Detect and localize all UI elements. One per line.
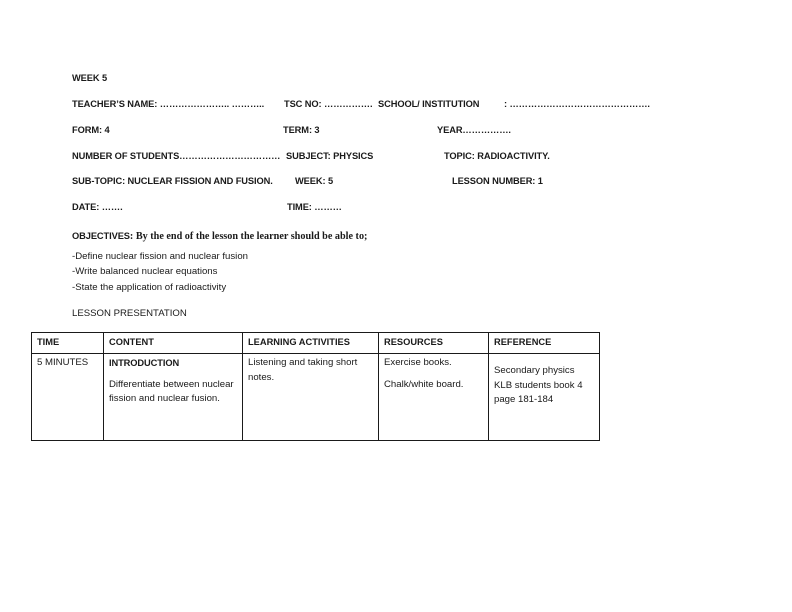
week-heading: WEEK 5 (72, 73, 108, 83)
year-field: YEAR……………. (437, 125, 511, 135)
cell-learning-activities: Listening and taking short notes. (243, 354, 379, 441)
sub-topic-field: SUB-TOPIC: NUCLEAR FISSION AND FUSION. (72, 176, 273, 186)
resource-item: Exercise books. (384, 357, 452, 368)
subject-field: SUBJECT: PHYSICS (286, 151, 374, 161)
school-label: SCHOOL/ INSTITUTION (378, 99, 480, 109)
cell-content (104, 354, 243, 441)
column-header-reference: REFERENCE (489, 333, 600, 354)
column-header-content: CONTENT (104, 333, 243, 354)
teacher-name-field: TEACHER’S NAME: ………………….. ……….. (72, 99, 265, 109)
number-of-students-field: NUMBER OF STUDENTS…………………………… (72, 151, 281, 161)
column-header-resources: RESOURCES (379, 333, 489, 354)
objective-item: -Define nuclear fission and nuclear fusion (72, 251, 248, 262)
content-body: Differentiate between nuclear fission and nuclear fusion. (109, 378, 234, 404)
lesson-presentation-heading: LESSON PRESENTATION (72, 308, 187, 319)
school-value: : ………………………………………. (504, 99, 650, 109)
objectives-heading (72, 226, 367, 244)
content-heading: INTRODUCTION (109, 358, 180, 368)
objectives-intro: : By the end of the lesson the learner should be able to; (129, 231, 368, 242)
topic-field: TOPIC: RADIOACTIVITY. (444, 151, 550, 161)
reference-text: Secondary physics KLB students book 4 page 181-184 (494, 365, 583, 405)
term-field: TERM: 3 (283, 125, 320, 135)
column-header-time: TIME (32, 333, 104, 354)
table-row (32, 354, 600, 441)
week-inline-field: WEEK: 5 (295, 176, 334, 186)
date-field: DATE: ……. (72, 202, 123, 212)
lesson-number-field: LESSON NUMBER: 1 (452, 176, 543, 186)
cell-resources (379, 354, 489, 441)
objective-item: -Write balanced nuclear equations (72, 266, 218, 277)
form-field: FORM: 4 (72, 125, 110, 135)
tsc-no-field: TSC NO: ……………. (284, 99, 373, 109)
objective-item: -State the application of radioactivity (72, 282, 227, 293)
lesson-presentation-table (31, 332, 600, 441)
resource-item: Chalk/white board. (384, 378, 464, 390)
column-header-learning-activities: LEARNING ACTIVITIES (243, 333, 379, 354)
time-field: TIME: ……… (287, 202, 342, 212)
cell-reference (489, 354, 600, 441)
objectives-label: OBJECTIVES (72, 231, 130, 241)
cell-time: 5 MINUTES (32, 354, 104, 441)
table-header-row (32, 333, 600, 354)
